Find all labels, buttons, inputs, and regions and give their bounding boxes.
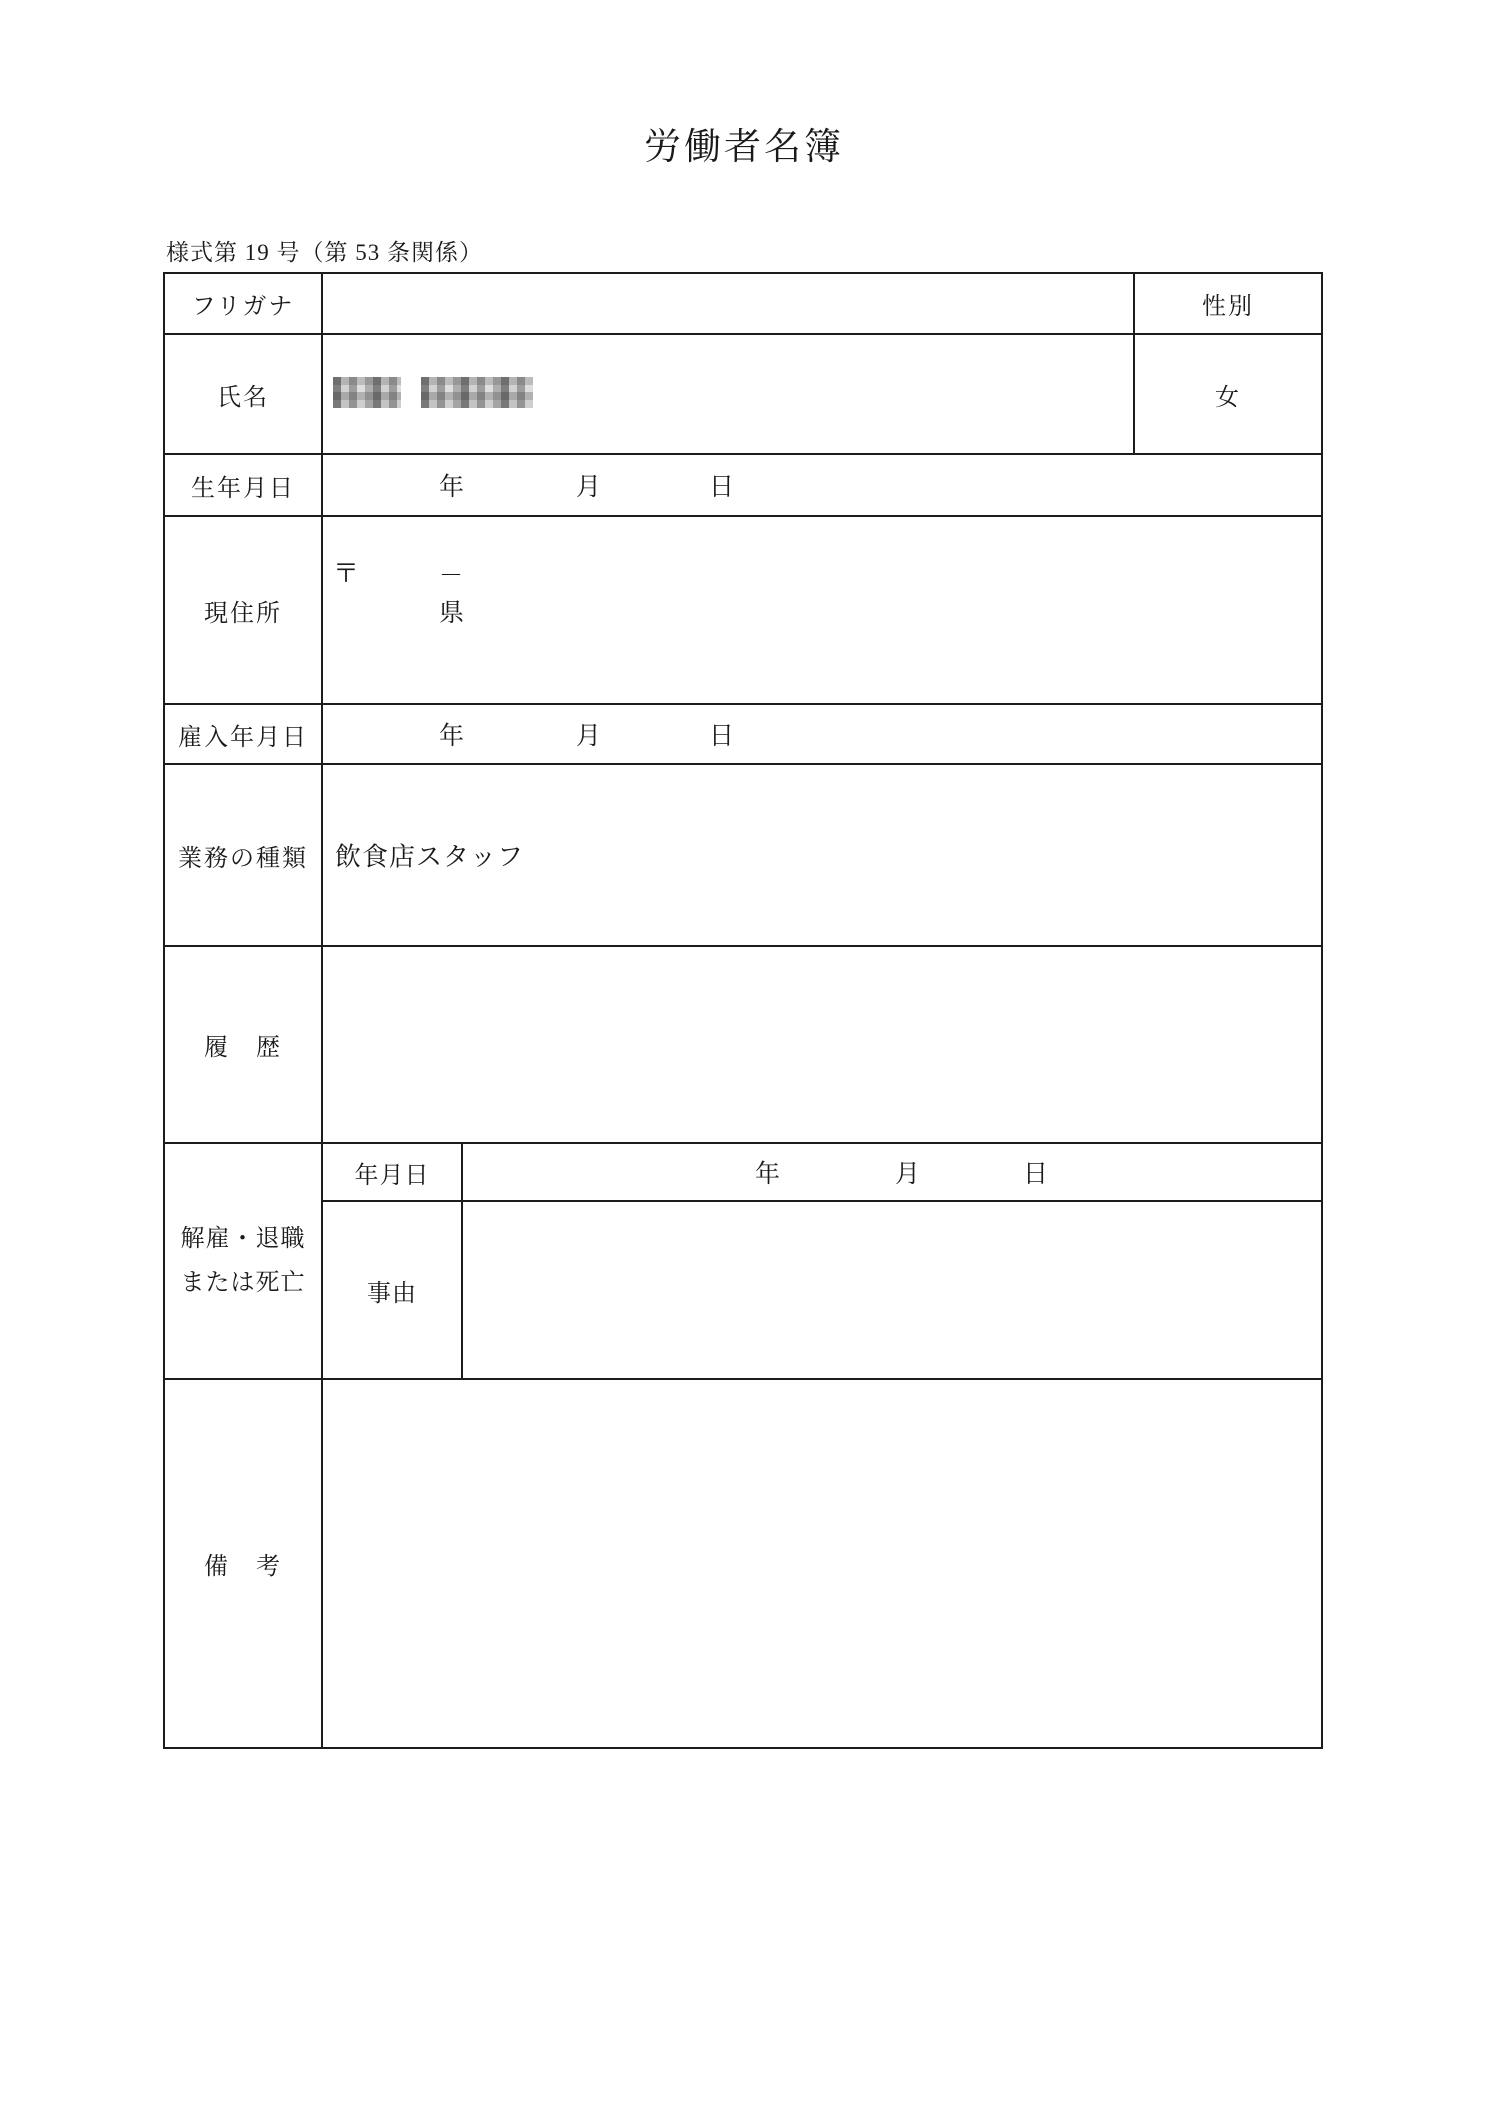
gender-value: 女 xyxy=(1133,335,1321,453)
redacted-name-mosaic-surname xyxy=(333,377,401,408)
name-field xyxy=(323,335,1133,453)
termination-label-line1: 解雇・退職 xyxy=(180,1225,306,1252)
termination-label-line2: または死亡 xyxy=(180,1270,306,1296)
termination-date-field xyxy=(463,1144,1321,1200)
day-placeholder: 日 xyxy=(1023,1161,1049,1188)
history-field xyxy=(323,947,1321,1142)
postal-dash: － xyxy=(439,563,463,589)
termination-reason-label: 事由 xyxy=(323,1202,463,1378)
month-placeholder: 月 xyxy=(895,1161,921,1188)
termination-reason-row xyxy=(323,1202,1321,1378)
birthdate-label: 生年月日 xyxy=(165,455,323,515)
termination-date-label: 年月日 xyxy=(323,1144,463,1200)
termination-subtable xyxy=(323,1144,1321,1378)
termination-reason-field xyxy=(463,1202,1321,1378)
day-placeholder: 日 xyxy=(709,723,735,750)
row-name xyxy=(165,335,1321,455)
year-placeholder: 年 xyxy=(439,474,465,501)
furigana-label: フリガナ xyxy=(165,274,323,333)
row-furigana xyxy=(165,274,1321,335)
row-address xyxy=(165,517,1321,705)
birthdate-field xyxy=(323,455,1321,515)
day-placeholder: 日 xyxy=(709,474,735,501)
row-hiredate xyxy=(165,705,1321,765)
year-placeholder: 年 xyxy=(439,723,465,750)
jobtype-label: 業務の種類 xyxy=(165,765,323,945)
hiredate-label: 雇入年月日 xyxy=(165,705,323,763)
name-label: 氏名 xyxy=(165,335,323,453)
row-termination xyxy=(165,1144,1321,1380)
jobtype-value: 飲食店スタッフ xyxy=(335,842,525,872)
hiredate-field xyxy=(323,705,1321,763)
redacted-name-mosaic-givenname xyxy=(421,377,533,408)
address-label: 現住所 xyxy=(165,517,323,703)
remarks-field xyxy=(323,1380,1321,1747)
prefecture-suffix: 県 xyxy=(439,600,466,627)
row-remarks xyxy=(165,1380,1321,1747)
month-placeholder: 月 xyxy=(576,474,602,501)
gender-header: 性別 xyxy=(1133,274,1321,333)
termination-label xyxy=(165,1144,323,1378)
furigana-field xyxy=(323,274,1133,333)
remarks-label: 備 考 xyxy=(165,1380,323,1747)
roster-table xyxy=(163,272,1323,1749)
termination-date-row xyxy=(323,1144,1321,1202)
row-jobtype xyxy=(165,765,1321,947)
row-history xyxy=(165,947,1321,1144)
history-label: 履 歴 xyxy=(165,947,323,1142)
jobtype-field xyxy=(323,765,1321,945)
row-birthdate xyxy=(165,455,1321,517)
month-placeholder: 月 xyxy=(576,723,602,750)
form-code: 様式第 19 号（第 53 条関係） xyxy=(166,240,483,265)
page-title: 労働者名簿 xyxy=(644,127,844,168)
address-field xyxy=(323,517,1321,703)
postal-mark: 〒 xyxy=(333,559,360,588)
year-placeholder: 年 xyxy=(755,1161,781,1188)
